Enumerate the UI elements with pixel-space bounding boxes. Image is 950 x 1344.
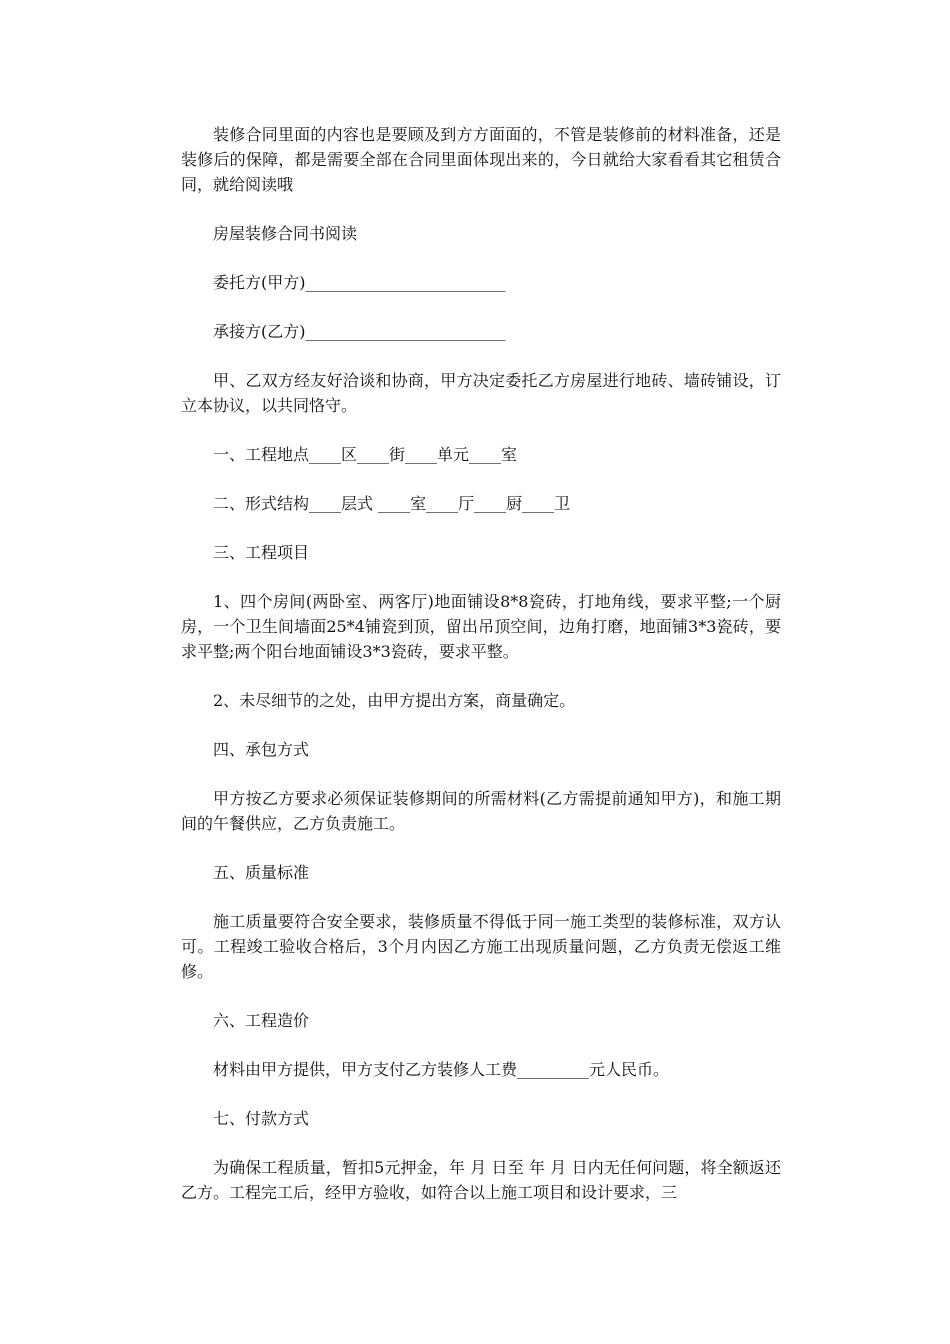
section-6-body: 材料由甲方提供，甲方支付乙方装修人工费_________元人民币。 bbox=[213, 1060, 670, 1079]
section-5-body: 施工质量要符合安全要求，装修质量不得低于同一施工类型的装修标准，双方认可。工程竣工验收合格后，3个月内因乙方施工出现质量问题，乙方负责无偿返工维修。 bbox=[181, 912, 781, 981]
document-title: 房屋装修合同书阅读 bbox=[213, 224, 358, 243]
section-3-heading: 三、工程项目 bbox=[213, 543, 310, 562]
section-6-heading: 六、工程造价 bbox=[213, 1011, 310, 1030]
agreement-preamble: 甲、乙双方经友好洽谈和协商，甲方决定委托乙方房屋进行地砖、墙砖铺设，订立本协议，以共同恪守。 bbox=[181, 371, 781, 415]
intro-paragraph: 装修合同里面的内容也是要顾及到方方面面的，不管是装修前的材料准备，还是装修后的保障，都是需要全部在合同里面体现出来的，今日就给大家看看其它租赁合同，就给阅读哦 bbox=[181, 125, 781, 194]
section-7-body: 为确保工程质量，暂扣5元押金，年 月 日至 年 月 日内无任何问题，将全额返还乙方。工程完工后，经甲方验收，如符合以上施工项目和设计要求，三 bbox=[181, 1158, 781, 1202]
section-3-item-1: 1、四个房间(两卧室、两客厅)地面铺设8*8瓷砖，打地角线，要求平整;一个厨房，一个卫生间墙面25*4铺瓷到顶，留出吊顶空间，边角打磨，地面铺3*3瓷砖，要求平整;两个阳台地面铺设3*3瓷砖，要求平整。 bbox=[181, 592, 781, 661]
section-2-structure: 二、形式结构____层式 ____室____厅____厨____卫 bbox=[213, 494, 571, 513]
section-1-location: 一、工程地点____区____街____单元____室 bbox=[213, 445, 518, 464]
section-4-heading: 四、承包方式 bbox=[213, 740, 310, 759]
section-5-heading: 五、质量标准 bbox=[213, 863, 310, 882]
section-3-item-2: 2、未尽细节的之处，由甲方提出方案，商量确定。 bbox=[213, 691, 576, 710]
document-page bbox=[181, 122, 781, 1205]
section-4-body: 甲方按乙方要求必须保证装修期间的所需材料(乙方需提前通知甲方)，和施工期间的午餐供应，乙方负责施工。 bbox=[181, 789, 781, 833]
party-a-line: 委托方(甲方)_________________________ bbox=[213, 273, 506, 292]
party-b-line: 承接方(乙方)_________________________ bbox=[213, 322, 506, 341]
section-7-heading: 七、付款方式 bbox=[213, 1109, 310, 1128]
